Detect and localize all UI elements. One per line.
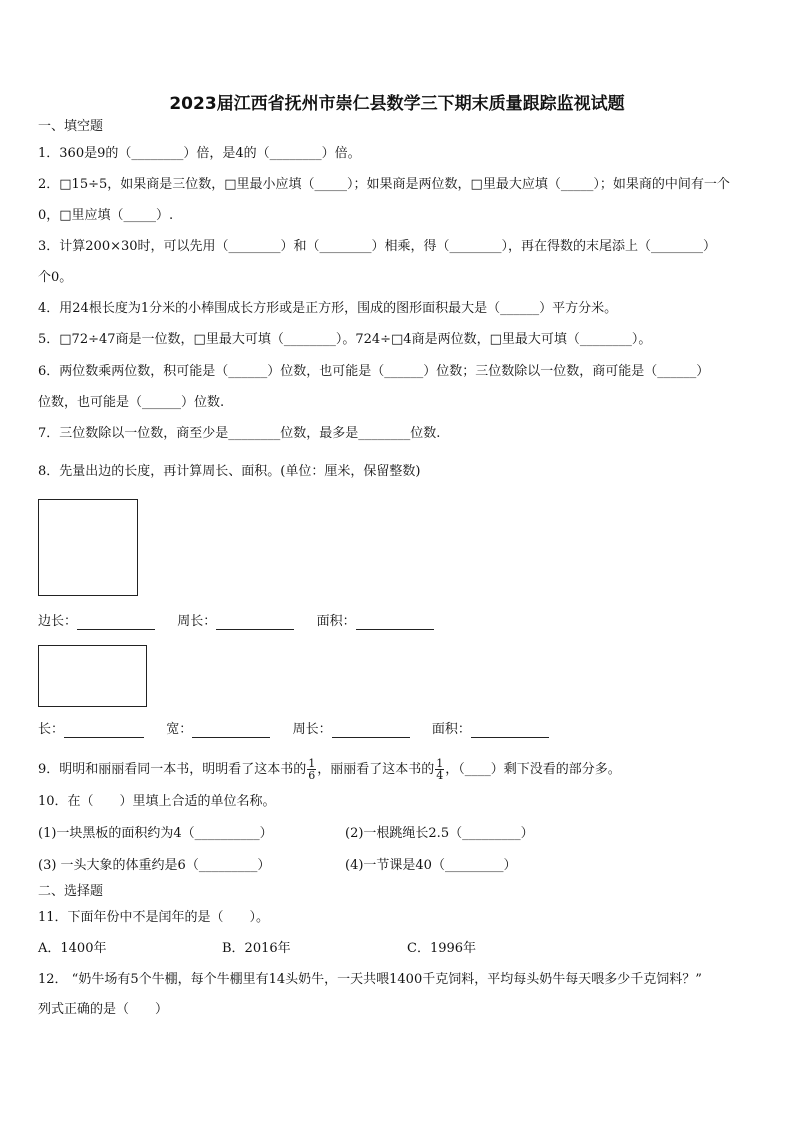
rectangle-answer-row — [38, 722, 549, 738]
question-3-line-1: 3．计算200×30时，可以先用（________）和（________）相乘，得（________），再在得数的末尾添上（________） — [38, 239, 717, 254]
fraction-one-quarter: $\frac{1}{4}$ — [436, 757, 444, 782]
rect-area-label: 面积： — [431, 722, 471, 737]
question-2-line-1: 2．□15÷5，如果商是三位数，□里最小应填（_____）；如果商是两位数，□里最大应填（_____）；如果商的中间有一个 — [38, 177, 730, 192]
question-3-line-2: 个0。 — [38, 270, 73, 285]
question-10-part-3: (3) 一头大象的体重约是6（_________） — [38, 858, 271, 873]
side-label: 边长： — [38, 614, 78, 629]
perimeter-blank[interactable] — [216, 615, 294, 630]
question-12-line-2: 列式正确的是（ ） — [38, 1002, 169, 1017]
question-1: 1．360是9的（________）倍，是4的（________）倍。 — [38, 146, 361, 161]
width-blank[interactable] — [192, 723, 270, 738]
option-b[interactable]: B．2016年 — [222, 941, 291, 956]
perimeter-label: 周长： — [177, 614, 217, 629]
question-9 — [38, 758, 621, 781]
question-6-line-2: 位数，也可能是（______）位数. — [38, 395, 225, 410]
rect-perimeter-label: 周长： — [292, 722, 332, 737]
rect-area-blank[interactable] — [471, 723, 549, 738]
side-blank[interactable] — [77, 615, 155, 630]
option-a[interactable]: A．1400年 — [38, 941, 107, 956]
length-label: 长： — [38, 722, 65, 737]
section-multiple-choice: 二、选择题 — [38, 884, 104, 899]
question-11: 11．下面年份中不是闰年的是（ ）。 — [38, 910, 270, 925]
question-6-line-1: 6．两位数乘两位数，积可能是（______）位数，也可能是（______）位数；三位数除以一位数，商可能是（______） — [38, 364, 710, 379]
question-12-line-1: 12． “奶牛场有5个牛棚，每个牛棚里有14头奶牛，一天共喂1400千克饲料，平均每头奶牛每天喂多少千克饲料？” — [38, 972, 702, 987]
area-label: 面积： — [316, 614, 356, 629]
option-c[interactable]: C．1996年 — [407, 941, 477, 956]
question-8: 8．先量出边的长度，再计算周长、面积。(单位：厘米，保留整数) — [38, 464, 421, 479]
question-7: 7．三位数除以一位数，商至少是________位数，最多是________位数. — [38, 426, 441, 441]
page-title: 2023届江西省抚州市崇仁县数学三下期末质量跟踪监视试题 — [169, 94, 625, 114]
length-blank[interactable] — [64, 723, 144, 738]
question-10-part-4: (4)一节课是40（_________） — [345, 858, 517, 873]
rectangle-figure — [38, 645, 147, 707]
q9-text-c: ，（____）剩下没看的部分多。 — [445, 762, 621, 777]
question-10: 10．在（ ）里填上合适的单位名称。 — [38, 794, 276, 809]
section-fill-blank: 一、填空题 — [38, 119, 104, 134]
q9-text-a: 9．明明和丽丽看同一本书，明明看了这本书的 — [38, 762, 307, 777]
square-answer-row — [38, 614, 434, 630]
rect-perimeter-blank[interactable] — [332, 723, 410, 738]
fraction-one-sixth: $\frac{1}{6}$ — [308, 757, 316, 782]
width-label: 宽： — [166, 722, 193, 737]
square-figure — [38, 499, 138, 596]
question-10-part-1: (1)一块黑板的面积约为4（__________） — [38, 826, 273, 841]
question-10-part-2: (2)一根跳绳长2.5（_________） — [345, 826, 534, 841]
q9-text-b: ，丽丽看了这本书的 — [317, 762, 435, 777]
question-4: 4．用24根长度为1分米的小棒围成长方形或是正方形，围成的图形面积最大是（______）平方分米。 — [38, 301, 618, 316]
question-5: 5．□72÷47商是一位数，□里最大可填（________）。724÷□4商是两位数，□里最大可填（________）。 — [38, 332, 652, 347]
area-blank[interactable] — [356, 615, 434, 630]
question-2-line-2: 0，□里应填（_____）. — [38, 208, 174, 223]
